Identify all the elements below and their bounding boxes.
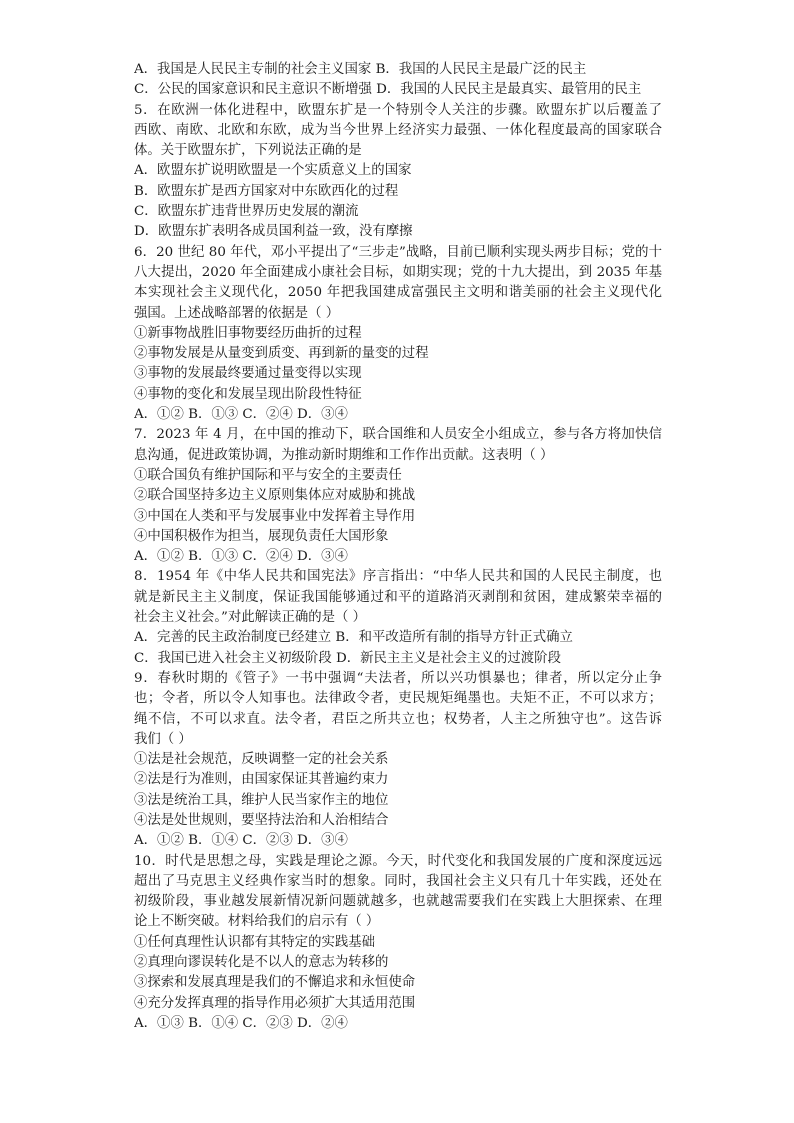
question-5-stem: 西欧、南欧、北欧和东欧，成为当今世界上经济实力最强、一体化程度最高的国家联合 xyxy=(134,122,662,138)
question-10-stem: 超出了马克思主义经典作家当时的想象。同时，我国社会主义只有几十年实践，还处在 xyxy=(134,873,662,889)
question-9-statement-2: ②法是行为准则，由国家保证其普遍约束力 xyxy=(134,772,389,788)
question-5-option-b: B．欧盟东扩是西方国家对中东欧西化的过程 xyxy=(134,183,399,199)
question-8-options-cd: C．我国已进入社会主义初级阶段 D．新民主主义是社会主义的过渡阶段 xyxy=(134,650,561,666)
question-9-statement-1: ①法是社会规范，反映调整一定的社会关系 xyxy=(134,752,389,768)
question-7-statement-1: ①联合国负有维护国际和平与安全的主要责任 xyxy=(134,467,402,483)
question-6-options: A．①② B．①③ C．②④ D．③④ xyxy=(134,407,348,423)
question-9-statement-3: ③法是统治工具，维护人民当家作主的地位 xyxy=(134,792,389,808)
question-6-stem: 强国。上述战略部署的依据是（ ） xyxy=(134,305,340,321)
question-5-option-a: A．欧盟东扩说明欧盟是一个实质意义上的国家 xyxy=(134,163,412,179)
question-10-stem: 10．时代是思想之母，实践是理论之源。今天，时代变化和我国发展的广度和深度远远 xyxy=(134,853,662,869)
question-7-stem: 息沟通，促进政策协调，为推动新时期维和工作作出贡献。这表明（ ） xyxy=(134,447,554,463)
question-8-stem: 8．1954 年《中华人民共和国宪法》序言指出：“中华人民共和国的人民民主制度，也 xyxy=(134,569,662,585)
question-6-statement-4: ④事物的变化和发展呈现出阶段性特征 xyxy=(134,386,362,402)
question-6-statement-3: ③事物的发展最终要通过量变得以实现 xyxy=(134,366,362,382)
question-7-statement-2: ②联合国坚持多边主义原则集体应对威胁和挑战 xyxy=(134,488,416,504)
question-10-stem: 初级阶段，事业越发展新情况新问题就越多，也就越需要我们在实践上大胆探索、在理 xyxy=(134,894,662,910)
question-7-statement-4: ④中国积极作为担当，展现负责任大国形象 xyxy=(134,528,389,544)
question-5-stem: 5．在欧洲一体化进程中，欧盟东扩是一个特别令人关注的步骤。欧盟东扩以后覆盖了 xyxy=(134,102,662,118)
question-6-statement-2: ②事物发展是从量变到质变、再到新的量变的过程 xyxy=(134,346,429,362)
option-line: A．我国是人民民主专制的社会主义国家 B．我国的人民民主是最广泛的民主 xyxy=(134,62,587,77)
question-6-stem: 6．20 世纪 80 年代，邓小平提出了“三步走”战略，目前已顺利实现头两步目标；党的十 xyxy=(134,244,662,260)
question-10-statement-2: ②真理向谬误转化是不以人的意志为转移的 xyxy=(134,955,389,971)
option-line: C．公民的国家意识和民主意识不断增强 D．我国的人民民主是最真实、最管用的民主 xyxy=(134,82,642,98)
question-9-stem: 也；令者，所以令人知事也。法律政令者，吏民规矩绳墨也。夫矩不正，不可以求方； xyxy=(134,691,662,707)
question-10-stem: 论上不断突破。材料给我们的启示有（ ） xyxy=(134,914,380,930)
question-10-statement-1: ①任何真理性认识都有其特定的实践基础 xyxy=(134,934,376,950)
question-9-stem: 我们（ ） xyxy=(134,731,192,747)
question-9-stem: 绳不信，不可以求直。法令者，君臣之所共立也；权势者，人主之所独守也”。这告诉 xyxy=(134,711,662,727)
question-6-stem: 本实现社会主义现代化，2050 年把我国建成富强民主文明和谐美丽的社会主义现代化 xyxy=(134,285,662,301)
question-7-options: A．①② B．①③ C．②④ D．③④ xyxy=(134,549,348,565)
question-10-options: A．①③ B．①④ C．②③ D．②④ xyxy=(134,1015,348,1031)
question-8-stem: 社会主义社会。”对此解读正确的是（ ） xyxy=(134,610,367,626)
question-9-stem: 9．春秋时期的《管子》一书中强调“夫法者，所以兴功惧暴也；律者，所以定分止争 xyxy=(134,670,662,686)
question-6-stem: 八大提出，2020 年全面建成小康社会目标，如期实现；党的十九大提出，到 2035 年基 xyxy=(134,264,662,280)
question-9-options: A．①② B．①④ C．②③ D．③④ xyxy=(134,833,348,849)
question-6-statement-1: ①新事物战胜旧事物要经历曲折的过程 xyxy=(134,325,362,341)
question-10-statement-4: ④充分发挥真理的指导作用必须扩大其适用范围 xyxy=(134,995,416,1011)
question-9-statement-4: ④法是处世规则，要坚持法治和人治相结合 xyxy=(134,812,389,828)
question-5-option-d: D．欧盟东扩表明各成员国利益一致，没有摩擦 xyxy=(134,224,413,240)
question-8-stem: 就是新民主主义制度，保证我国能够通过和平的道路消灭剥削和贫困，建成繁荣幸福的 xyxy=(134,589,662,605)
question-7-stem: 7．2023 年 4 月，在中国的推动下，联合国维和人员安全小组成立，参与各方将加快信 xyxy=(134,427,662,443)
question-10-statement-3: ③探索和发展真理是我们的不懈追求和永恒使命 xyxy=(134,975,416,991)
question-8-options-ab: A．完善的民主政治制度已经建立 B．和平改造所有制的指导方针正式确立 xyxy=(134,630,573,646)
question-5-stem: 体。关于欧盟东扩，下列说法正确的是 xyxy=(134,143,362,159)
document-body xyxy=(134,60,662,1034)
question-5-option-c: C．欧盟东扩违背世界历史发展的潮流 xyxy=(134,204,359,220)
question-7-statement-3: ③中国在人类和平与发展事业中发挥着主导作用 xyxy=(134,508,416,524)
